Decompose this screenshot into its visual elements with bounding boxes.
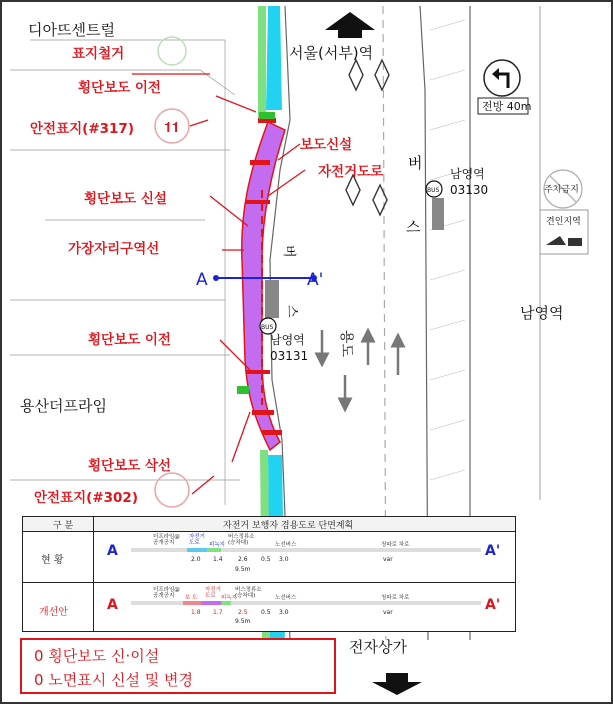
row1-head5: 노선버스 [275,542,297,548]
bus-shelter-west [265,280,279,318]
row1-total: 9.5m [235,566,251,573]
turn-left-sign-icon [484,60,520,96]
legend-box [20,638,336,694]
legend-line-1: 0 횡단보도 신·이설 [34,647,160,665]
callout-bike-road: 자전거도로 [318,164,384,180]
table-divider [93,517,94,631]
row2-head3: 피녹지 [221,595,237,601]
row2-head2a: 보 도 [185,595,198,601]
legend-line-2: 0 노면표시 신설 및 변경 [34,671,194,689]
bus-icon-west-label: BUS [261,324,274,331]
row2-head5: 노선버스 [275,595,297,601]
callout-safety-sign-302: 안전표지(#302) [34,490,138,506]
section-a-prime: A' [307,270,324,290]
row1-green-seg [207,548,221,552]
row1-a: A [107,543,118,559]
south-arrow-bottom [372,673,422,695]
safety-sign-302-icon [155,473,189,507]
row2-head1: 더프라임@ 공개공지 [153,587,180,599]
row2-green-seg [221,601,231,605]
north-arrow-top [325,12,375,38]
row2-a: A [107,597,118,613]
callout-sign-removal: 표지철거 [72,46,125,62]
bus-lane-mark-2: 스 [406,218,421,236]
callout-crosswalk-new: 횡단보도 신설 [84,191,167,207]
row2-head4: 버스정류소 (승차대) [235,587,262,599]
row2-bar [131,601,481,605]
crosswalk-green-top [259,112,275,119]
row1-bike-seg [187,548,207,552]
row1-head1: 더프라임@ 공개공지 [153,534,180,546]
section-table [22,516,516,632]
row1-head2: 자전거 도로 [189,534,205,546]
callout-edge-line: 가장자리구역선 [68,241,160,257]
table-header-title: 자전거 보행자 겸용도로 단면계획 [223,521,354,531]
turn-distance-text: 전방 40m [482,100,532,113]
cyan-strip-top [266,6,282,110]
no-parking-text: 주차금지 [544,185,579,195]
row2-w1: 1.7 [213,609,223,616]
callout-crosswalk-move-bottom: 횡단보도 이전 [88,332,171,348]
row1-w4: 3.0 [279,556,289,563]
table-header [23,517,515,532]
row2-a-prime: A' [485,597,501,613]
place-left: 용산더프라임 [20,397,107,415]
tow-car-icon [568,238,582,246]
row2-w2: 2.5 [238,609,248,616]
row1-head4: 버스정류소 (승차대) [228,534,255,546]
place-top-center: 서울(서부)역 [289,44,374,62]
callout-crosswalk-move-top: 횡단보도 이전 [78,80,161,96]
row2-w4: 3.0 [279,609,289,616]
row1-w1: 1.4 [213,556,223,563]
row1-w2: 2.6 [238,556,248,563]
row2-head6: 청파로 차로 [381,595,410,601]
lane-arrows [322,330,398,405]
row1-head3: 피녹지 [209,542,225,548]
row2-w0: 1.8 [191,609,201,616]
bus-stop-west-name: 남영역 [270,333,305,347]
removed-sign-icon [158,37,186,65]
row1-w5: var [383,556,393,563]
crosswalk-green-bottom [237,386,249,394]
table-header-left: 구 분 [53,521,74,531]
row1-w3: 0.5 [261,556,271,563]
lane-word-mark: 용도 [338,330,354,358]
safety-sign-317-glyph: 𝟏𝟏 [164,120,180,136]
bus-stop-east-id: 03130 [450,183,489,197]
section-dot-a [213,275,219,281]
place-right: 남영역 [520,304,564,322]
place-top-left: 디아뜨센트럴 [28,21,115,39]
bus-stop-west-id: 03131 [270,349,309,363]
row1-w0: 2.0 [191,556,201,563]
row2-bike-seg [201,601,221,605]
row1-head6: 청파로 차로 [381,542,410,548]
row2-w3: 0.5 [261,609,271,616]
bus-lane-mark-1: 버 [408,154,423,172]
right-hatch [430,20,465,580]
bus-icon-east-label: BUS [427,187,440,194]
row1-a-prime: A' [485,543,501,559]
green-strip-top [258,6,266,120]
place-bottom: 전자상가 [349,638,407,656]
bus-shelter-east [432,198,444,230]
diamond-markings [346,60,389,215]
callout-safety-sign-317: 안전표지(#317) [30,121,134,137]
bus-stop-east-name: 남영역 [450,167,485,181]
row2-total: 9.5m [235,618,251,625]
row2-label: 개선안 [39,607,68,618]
callout-sidewalk-new: 보도신설 [300,137,353,153]
table-row-divider [23,582,515,583]
row2-w5: var [383,609,393,616]
bus-lane-mark-4: 스 [284,305,299,318]
section-a: A [196,270,208,290]
row2-head2b: 자전거 도로 [205,587,221,599]
bus-lane-mark-3: 버 [281,245,296,258]
row1-bar [131,548,481,552]
row1-label: 현 황 [41,555,64,566]
row2-sidewalk-seg [183,601,201,605]
callout-crosswalk-remove: 횡단보도 삭선 [88,458,171,474]
tow-zone-text: 견인지역 [546,217,581,227]
